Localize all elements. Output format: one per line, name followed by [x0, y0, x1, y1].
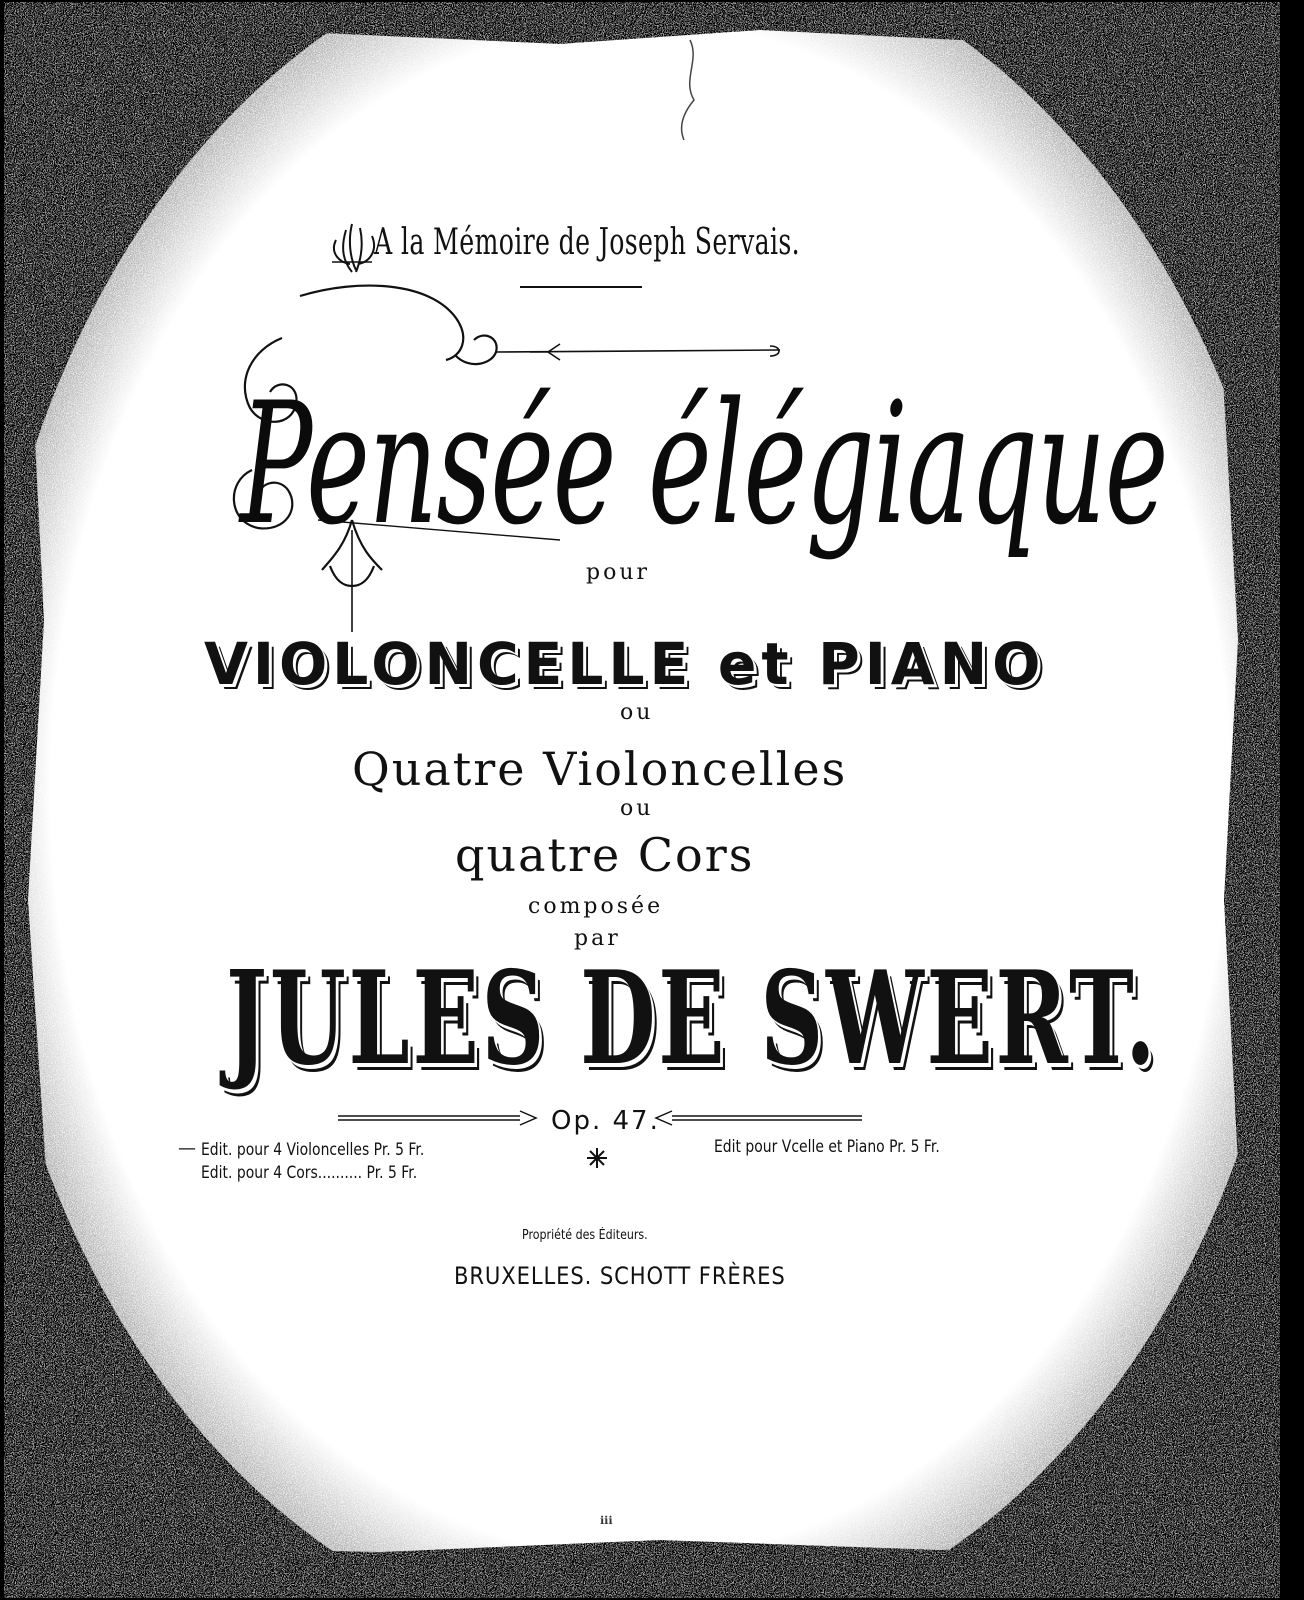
or-label-2: ou	[620, 796, 654, 821]
star-ornament	[587, 1148, 607, 1168]
dedication: A la Mémoire de Joseph Servais.	[374, 222, 801, 263]
plate-mark: ℹℹℹ	[600, 1514, 613, 1527]
composed-label: composée	[528, 894, 664, 919]
opus-number: Op. 47.	[551, 1106, 660, 1136]
alternative-four-horns: quatre Cors	[455, 828, 755, 882]
by-label: par	[574, 926, 621, 951]
instrumentation: VIOLONCELLE et PIANO	[204, 630, 1046, 698]
composer-name: JULES DE SWERT.	[226, 944, 1159, 1094]
edition-cellos-price: Edit. pour 4 Violoncelles Pr. 5 Fr.	[201, 1140, 425, 1160]
or-label-1: ou	[620, 700, 654, 725]
edition-horns-price: Edit. pour 4 Cors.......... Pr. 5 Fr.	[201, 1163, 418, 1183]
publisher: BRUXELLES. SCHOTT FRÈRES	[454, 1262, 786, 1290]
edition-dash: —	[178, 1138, 196, 1159]
pour-label: pour	[586, 560, 651, 585]
page-title: Pensée élégiaque	[240, 366, 1168, 562]
alternative-four-cellos: Quatre Violoncelles	[352, 742, 848, 796]
property-notice: Propriété des Éditeurs.	[522, 1228, 648, 1243]
edition-cello-piano-price: Edit pour Vcelle et Piano Pr. 5 Fr.	[714, 1137, 940, 1157]
